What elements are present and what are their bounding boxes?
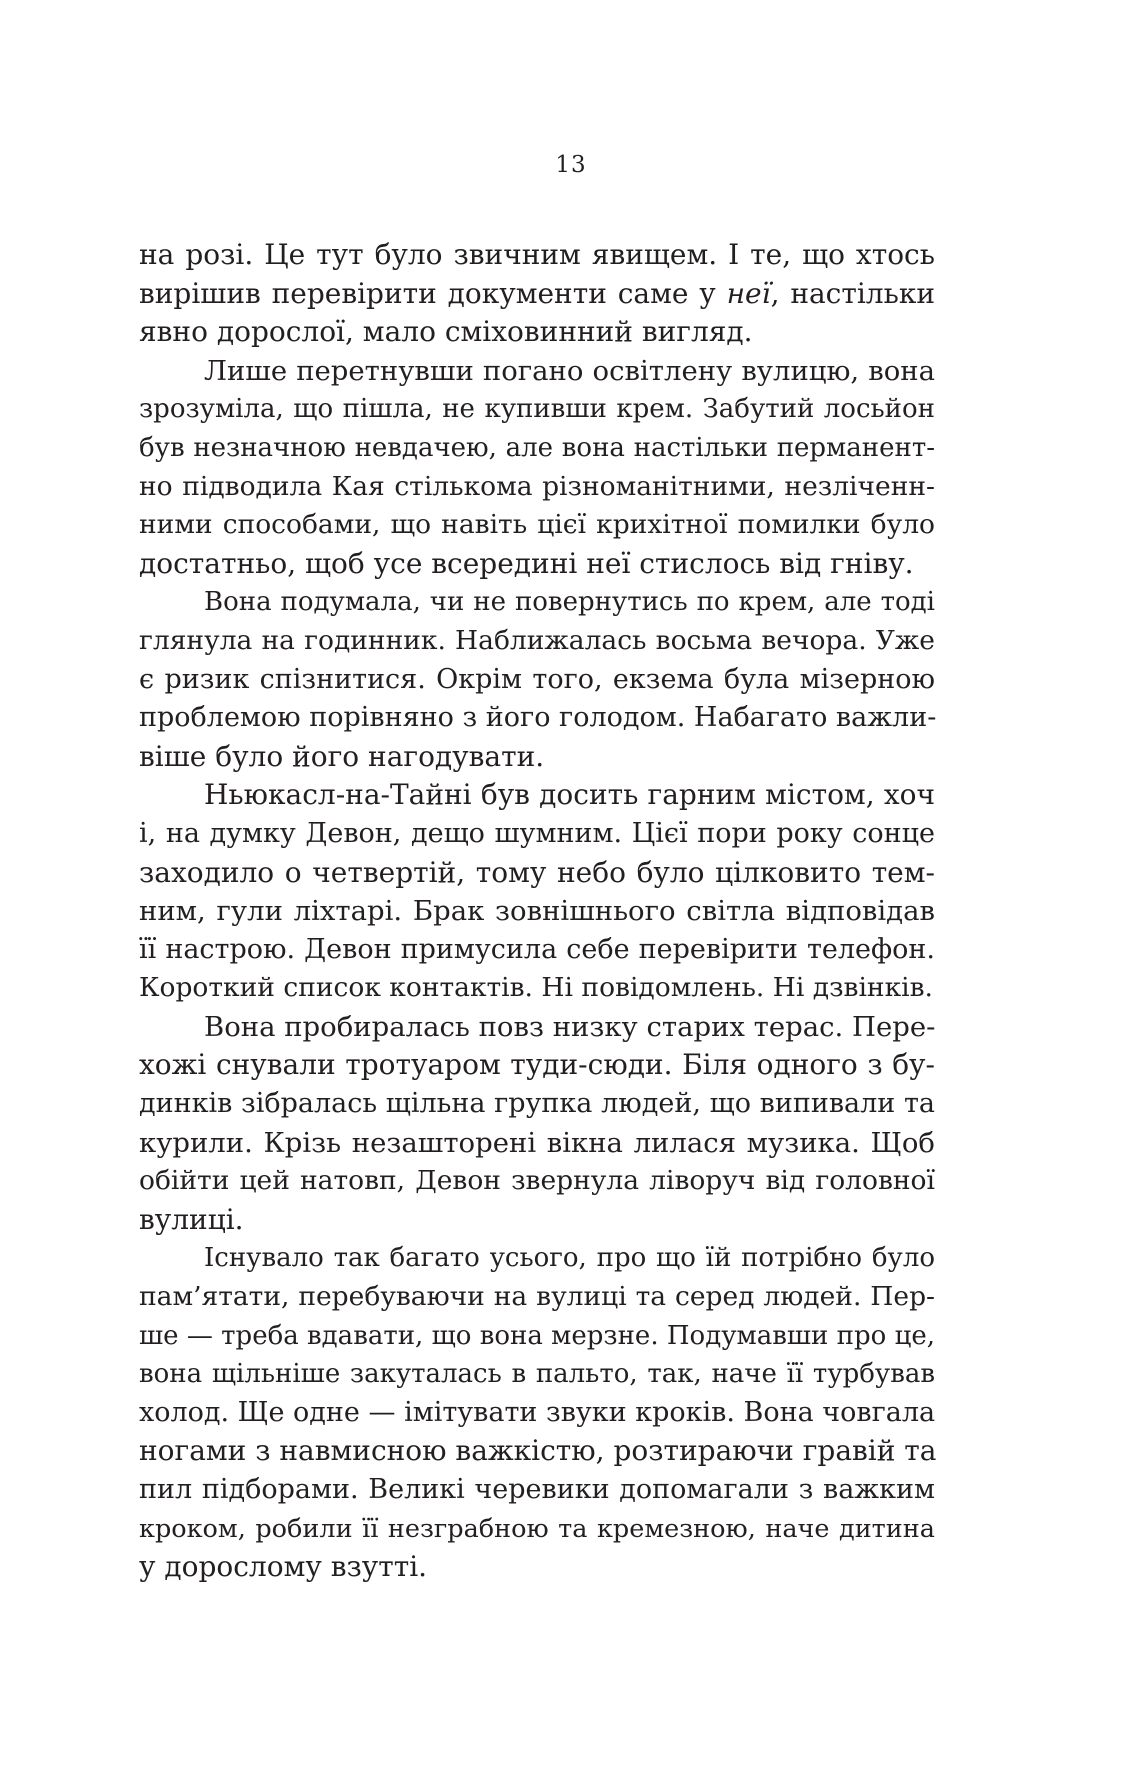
text-line (139, 738, 935, 777)
text-line (139, 583, 935, 622)
text-line (139, 236, 935, 275)
text-line (139, 1085, 935, 1124)
text-line (139, 1008, 935, 1047)
paragraph (139, 776, 935, 1008)
text-line (139, 1201, 935, 1240)
text-line (139, 969, 935, 1008)
body-text (139, 236, 935, 1587)
line-text: пил підборами. Великі черевики допомагали з важким (139, 1474, 935, 1505)
line-text: вона щільніше закуталась в пальто, так, наче її турбував (139, 1359, 935, 1390)
text-line (139, 1510, 935, 1549)
text-line (139, 1239, 935, 1278)
line-text: пам’ятати, перебуваючи на вулиці та серед людей. Пер- (139, 1281, 935, 1313)
text-line (139, 1046, 935, 1085)
line-text: Існувало так багато усього, про що їй потрібно було (204, 1243, 935, 1274)
text-line (139, 429, 935, 468)
line-text: є ризик спізнитися. Окрім того, екзема була мізерною (139, 663, 935, 695)
paragraph (139, 1239, 935, 1586)
text-line (139, 1548, 935, 1587)
text-line (139, 699, 935, 738)
line-text: віше було його нагодувати. (139, 739, 545, 773)
line-text: проблемою порівняно з його голодом. Набагато важли- (139, 702, 937, 734)
line-text: на розі. Це тут було звичним явищем. І те, що хтось (139, 238, 935, 271)
text-line (139, 468, 935, 507)
text-line (139, 352, 935, 391)
line-text: курили. Крізь незашторені вікна лилася музика. Щоб (139, 1126, 935, 1159)
text-line (139, 776, 935, 815)
line-text: обійти цей натовп, Девон звернула ліворуч від головної (139, 1165, 935, 1197)
text-line (139, 1471, 935, 1510)
line-text: у дорослому взутті. (139, 1550, 428, 1584)
line-text: вулиці. (139, 1202, 244, 1236)
line-text: ногами з навмисною важкістю, розтираючи гравій та (139, 1434, 937, 1468)
line-text: Вона пробиралась повз низку старих терас. Пере- (204, 1010, 936, 1043)
text-line (139, 622, 935, 661)
paragraph (139, 352, 935, 584)
text-line (139, 815, 935, 854)
text-line (139, 892, 935, 931)
line-text: но підводила Кая стількома різноманітними, незліченн- (139, 470, 935, 502)
line-text: глянула на годинник. Наближалась восьма вечора. Уже (139, 624, 935, 656)
line-text: кроком, робили її незграбною та кремезною, наче дитина (139, 1513, 935, 1544)
text-line (139, 661, 935, 700)
line-text: достатньо, щоб усе всередині неї стислось від гніву. (139, 546, 914, 580)
text-line (139, 1394, 935, 1433)
text-line (139, 1278, 935, 1317)
line-text: Короткий список контактів. Ні повідомлень. Ні дзвінків. (139, 972, 933, 1004)
line-text: був незначною невдачею, але вона настільки перманент- (139, 432, 935, 463)
line-text: і, на думку Девон, дещо шумним. Цієї пори року сонце (139, 817, 935, 849)
text-line (139, 1124, 935, 1163)
line-text: вирішив перевірити документи саме у (139, 276, 727, 310)
text-line (139, 313, 935, 352)
line-text: Лише перетнувши погано освітлену вулицю, вона (204, 354, 935, 387)
text-line (139, 506, 935, 545)
text-line (139, 275, 935, 314)
line-text: ним, гули ліхтарі. Брак зовнішнього світла відповідав (139, 895, 935, 928)
paragraph (139, 236, 935, 352)
line-text-continuation: , настільки (770, 276, 935, 310)
paragraph (139, 1008, 935, 1240)
text-line (139, 390, 935, 429)
line-text: Вона подумала, чи не повернутись по крем, але тоді (204, 587, 935, 618)
paragraph (139, 583, 935, 776)
text-line (139, 854, 935, 893)
line-text: заходило о четвертій, тому небо було цілковито тем- (139, 855, 935, 889)
line-text: холод. Ще одне — імітувати звуки кроків. Вона човгала (139, 1396, 936, 1428)
line-text: ними способами, що навіть цієї крихітної помилки було (139, 509, 935, 541)
emphasized-word: неї (726, 276, 771, 310)
line-text: її настрою. Девон примусила себе перевірити телефон. (139, 933, 935, 965)
line-text: явно дорослої, мало сміховинний вигляд. (139, 315, 753, 349)
text-line (139, 1317, 935, 1356)
line-text: Ньюкасл-на-Тайні був досить гарним містом, хоч (204, 778, 935, 812)
line-text: динків зібралась щільна групка людей, що випивали та (139, 1088, 935, 1120)
text-line (139, 931, 935, 970)
line-text: хожі снували тротуаром туди-сюди. Біля одного з бу- (139, 1048, 935, 1082)
text-line (139, 1355, 935, 1394)
text-line (139, 545, 935, 584)
page-number: 13 (555, 152, 587, 178)
line-text: ше — треба вдавати, що вона мерзне. Подумавши про це, (139, 1320, 935, 1351)
text-line (139, 1432, 935, 1471)
text-line (139, 1162, 935, 1201)
line-text: зрозуміла, що пішла, не купивши крем. Забутий лосьйон (139, 394, 935, 425)
